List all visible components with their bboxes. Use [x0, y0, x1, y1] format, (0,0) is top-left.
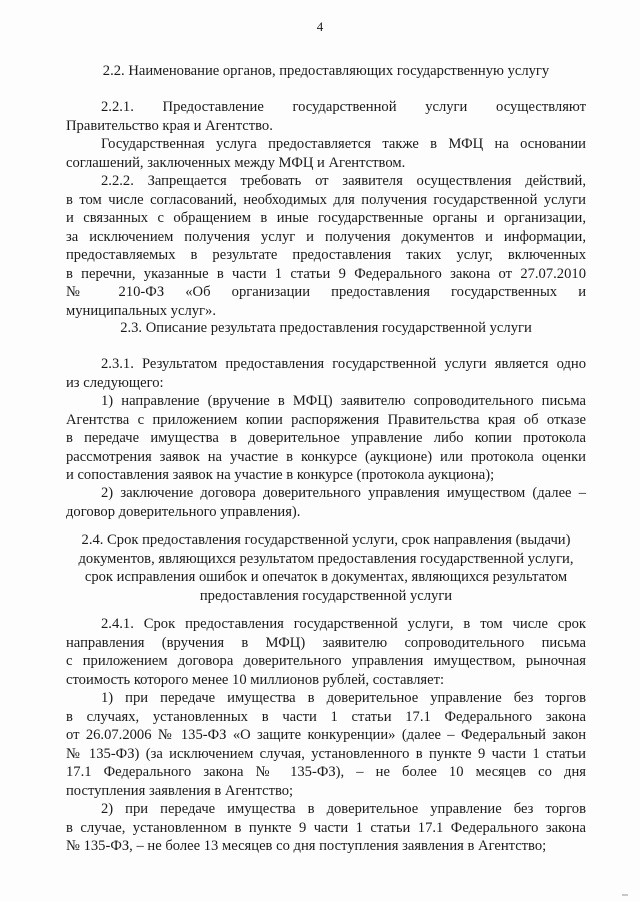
text-line: 2.3.1. Результатом предоставления государственной услуги является одно [101, 356, 586, 372]
paragraph-2-3-1 [66, 355, 586, 392]
paragraph-2-3-1-item-1 [66, 392, 586, 485]
heading-line: срок исправления ошибок и опечаток в документах, являющихся результатом [84, 569, 568, 585]
text-line: 2) заключение договора доверительного управления имуществом (далее – [101, 485, 586, 501]
text-line: с приложением договора доверительного управления имуществом, рыночная [66, 653, 586, 669]
text-line: 17.1 Федерального закона № 135-ФЗ), – не более 10 месяцев со дня [66, 764, 586, 780]
text-line: 2) при передаче имущества в доверительное управление без торгов [101, 801, 586, 817]
paragraph-2-2-1 [66, 98, 586, 135]
text-line: соглашений, заключенных между МФЦ и Агентством. [66, 154, 406, 171]
text-line: предоставляемых в результате предоставления таких услуг, включенных [66, 247, 586, 263]
text-line: направления (вручения в МФЦ) заявителю сопроводительного письма [66, 634, 586, 651]
text-line: стоимость которого менее 10 миллионов рублей, составляет: [66, 671, 445, 688]
text-line: муниципальных услуг». [66, 302, 216, 319]
scan-speck [622, 894, 628, 896]
heading-line: документов, являющихся результатом предоставления государственной услуги, [78, 550, 574, 567]
section-heading-2-4 [66, 531, 586, 605]
text-line: Агентства с приложением копии распоряжения Правительства края об отказе [66, 411, 586, 428]
text-line: в случае, установленном в пункте 9 части 1 статьи 17.1 Федерального закона [66, 819, 586, 836]
text-line: поступления заявления в Агентство; [66, 782, 294, 799]
section-heading-2-2: 2.2. Наименование органов, предоставляющих государственную услугу [102, 63, 550, 79]
text-line: за исключением получения услуг и получения документов и информации, [66, 228, 586, 245]
text-line: от 26.07.2006 № 135-ФЗ «О защите конкуренции» (далее – Федеральный закон [66, 727, 586, 743]
text-line: 1) направление (вручение в МФЦ) заявителю сопроводительного письма [101, 393, 586, 409]
text-line: Государственная услуга предоставляется также в МФЦ на основании [101, 136, 586, 152]
text-line: 2.2.1. Предоставление государственной услуги осуществляют [101, 99, 586, 115]
section-heading-2-3: 2.3. Описание результата предоставления государственной услуги [120, 320, 532, 336]
heading-line: предоставления государственной услуги [199, 587, 453, 604]
text-line: в перечни, указанные в части 1 статьи 9 Федерального закона от 27.07.2010 [66, 265, 586, 282]
heading-line: 2.4. Срок предоставления государственной услуги, срок направления (выдачи) [81, 532, 571, 548]
text-line: 2.4.1. Срок предоставления государственной услуги, в том числе срок [101, 616, 586, 632]
text-line: в случаях, установленных в части 1 статьи 17.1 Федерального закона [66, 708, 586, 725]
page-number: 4 [316, 19, 324, 34]
text-line: и сопоставления заявок на участие в конкурсе (протокола аукциона); [66, 467, 495, 483]
text-line: в том числе согласований, необходимых для получения государственной услуги [66, 191, 586, 208]
text-line: и связанных с обращением в иные государственные органы и организации, [66, 210, 586, 226]
text-line: № 135-ФЗ) (за исключением случая, установленного в пункте 9 части 1 статьи [66, 745, 586, 762]
paragraph-2-2-2 [66, 172, 586, 320]
paragraph-2-2-1-mfc [66, 135, 586, 172]
paragraph-2-4-1-item-2 [66, 800, 586, 856]
text-line: рассмотрения заявок на участие в конкурсе (аукционе) или протокола оценки [66, 448, 586, 465]
paragraph-2-4-1-item-1 [66, 689, 586, 800]
text-line: № 135-ФЗ, – не более 13 месяцев со дня поступления заявления в Агентство; [66, 838, 547, 854]
text-line: № 210-ФЗ «Об организации предоставления государственных и [66, 284, 586, 300]
text-line: в передаче имущества в доверительное управление либо копии протокола [66, 430, 586, 446]
paragraph-2-4-1 [66, 615, 586, 689]
text-line: договор доверительного управления). [66, 503, 301, 520]
paragraph-2-3-1-item-2 [66, 484, 586, 521]
text-line: 1) при передаче имущества в доверительное управление без торгов [101, 690, 586, 706]
text-line: из следующего: [66, 374, 164, 391]
text-line: 2.2.2. Запрещается требовать от заявителя осуществления действий, [101, 173, 586, 189]
text-line: Правительство края и Агентство. [66, 117, 273, 134]
